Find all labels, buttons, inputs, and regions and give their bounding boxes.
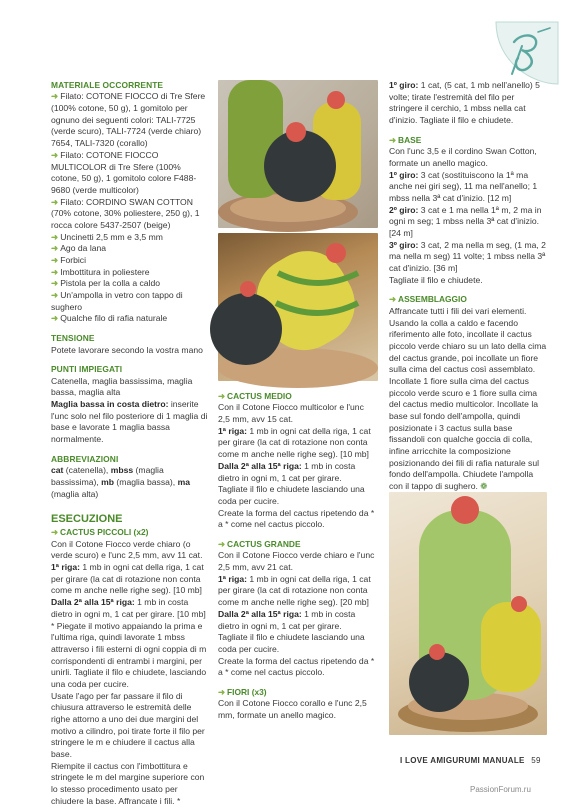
assembly-title: ➜ ASSEMBLAGGIO <box>389 294 467 305</box>
large-cactus-intro: Con il Cotone Fiocco verde chiaro e l'unc 2,5 mm, avv 21 cat. <box>218 550 375 573</box>
end-flower-icon: ❁ <box>480 481 488 492</box>
small-cactus-title: ➜ CACTUS PICCOLI (x2) <box>51 527 149 538</box>
tension-title: TENSIONE <box>51 333 95 344</box>
arrow-right-icon: ➜ <box>218 538 226 549</box>
base-round1: 1º giro: 3 cat (sostituiscono la 1ª ma anche nei giri seg), 11 ma nell'anello; 1 mbss nella 3ª cat d'inizio. [12 m] <box>389 169 538 203</box>
arrow-right-icon: ➜ <box>51 266 59 277</box>
arrow-right-icon: ➜ <box>389 294 397 305</box>
abbreviations-title: ABBREVIAZIONI <box>51 453 119 464</box>
small-cactus-intro: Con il Cotone Fiocco verde chiaro (o verde scuro) e l'unc 2,5 mm, avv 11 cat. <box>51 538 203 561</box>
arrow-right-icon: ➜ <box>51 91 59 102</box>
materials-item: ➜ Ago da lana <box>51 243 107 254</box>
abbreviations-text: cat (catenella), mbss (maglia bassissima), mb (maglia bassa), ma (maglia alta) <box>51 465 190 499</box>
column-left <box>51 80 208 808</box>
cactus-photo-top <box>218 80 378 228</box>
materials-item: ➜ Qualche filo di rafia naturale <box>51 313 168 324</box>
arrow-right-icon: ➜ <box>51 231 59 242</box>
flowers-round1: 1º giro: 1 cat, (5 cat, 1 mb nell'anello) 5 volte; tirate l'estremità del filo per stringere il cerchio, 1 mbss nella cat d'inizio. Tagliate il filo e chiudete. <box>389 80 540 126</box>
arrow-right-icon: ➜ <box>51 290 59 301</box>
arrow-right-icon: ➜ <box>51 527 59 538</box>
large-cactus-shape: Create la forma del cactus ripetendo da * a * come nel cactus piccolo. <box>218 655 375 678</box>
assembly-text: Affrancate tutti i fili dei vari elementi. Usando la colla a caldo e facendo riferimento alle foto, incollate il cactus piccolo verde chiaro su un lato della cima del cactus grande, poi incollate un fiore sulla cima del cactus così assemblato. Incollate 1 fiore sulla cima del cactus piccolo verde scuro e 1 fiore sulla cima del cactus medio multicolor. Incollate la base sul fondo dell'ampolla, quindi posizionate i 3 cactus sulla base fissandoli con qualche goccia di colla, infine arricchite la composizione posizionando dei fili di rafia naturale sul fondo dell'ampolla. Chiudete l'ampolla con il tappo di sughero. ❁ <box>389 305 547 492</box>
tension-text: Potete lavorare secondo la vostra mano <box>51 344 203 355</box>
large-cactus-cut: Tagliate il filo e chiudete lasciando una coda per cucire. <box>218 632 365 654</box>
arrow-right-icon: ➜ <box>51 313 59 324</box>
arrow-right-icon: ➜ <box>51 243 59 254</box>
medium-cactus-title: ➜ CACTUS MEDIO <box>218 391 292 401</box>
large-cactus-title: ➜ CACTUS GRANDE <box>218 538 301 549</box>
materials-title: MATERIALE OCCORRENTE <box>51 80 164 90</box>
flowers-intro: Con il Cotone Fiocco corallo e l'unc 2,5 mm, formate un anello magico. <box>218 698 367 721</box>
cactus-photo-jar <box>389 492 547 735</box>
base-end: Tagliate il filo e chiudete. <box>389 274 483 285</box>
flowers-title: ➜ FIORI (x3) <box>218 686 267 697</box>
materials-item: ➜ Filato: CORDINO SWAN COTTON (70% cotone, 30% poliestere, 250 g), 1 rocca colore 5437-2507 (beige) <box>51 196 200 230</box>
materials-item: ➜ Filato: COTONE FIOCCO MULTICOLOR di Tre Sfere (100% cotone, 50 g), 1 gomitolo colore F488-9680 (verde multicolor) <box>51 149 197 195</box>
large-cactus-row2: Dalla 2ª alla 15ª riga: 1 mb in costa dietro in ogni m, 1 cat per girare. <box>218 608 356 631</box>
watermark-text: PassionForum.ru <box>470 785 531 794</box>
materials-item: ➜ Pistola per la colla a caldo <box>51 278 161 289</box>
stitches-special: Maglia bassa in costa dietro: inserite l'unc solo nel filo posteriore di 1 maglia di base e lavorate 1 maglia bassa normalmente. <box>51 399 208 445</box>
execution-title: ESECUZIONE <box>51 513 123 526</box>
small-cactus-row1: 1ª riga: 1 mb in ogni cat della riga, 1 cat per girare (la cat di rotazione non conta come m anche nelle righe seg). [10 mb] <box>51 562 204 596</box>
medium-cactus-shape: Create la forma del cactus ripetendo da * a * come nel cactus piccolo. <box>218 507 375 530</box>
arrow-right-icon: ➜ <box>51 149 59 160</box>
page-footer <box>400 756 550 767</box>
cactus-photo-middle <box>218 233 378 381</box>
arrow-right-icon: ➜ <box>389 134 397 145</box>
stitches-text: Catenella, maglia bassissima, maglia bassa, maglia alta <box>51 375 193 398</box>
arrow-right-icon: ➜ <box>218 391 226 401</box>
page-number: 59 <box>531 756 541 765</box>
medium-cactus-cut: Tagliate il filo e chiudete lasciando una coda per cucire. <box>218 484 365 506</box>
base-round2: 2º giro: 3 cat e 1 ma nella 1ª m, 2 ma in ogni m seg; 1 mbss nella 3ª cat d'inizio. [24 m] <box>389 204 542 238</box>
materials-item: ➜ Filato: COTONE FIOCCO di Tre Sfere (100% cotone, 50 g), 1 gomitolo per ognuno dei seguenti colori: TALI-7725 (verde scuro), TALI-7724 (verde chiaro) 7654, TALI-7320 (corallo) <box>51 91 206 149</box>
medium-cactus-row1: 1ª riga: 1 mb in ogni cat della riga, 1 cat per girare (la cat di rotazione non conta come m anche nelle righe seg). [10 mb] <box>218 425 371 460</box>
small-cactus-close: Usate l'ago per far passare il filo di chiusura attraverso le estremità delle righe attorno a uno dei due margini del motivo a cilindro, poi tirate forte il filo per stringere le m e chiudere il cactus alla base. <box>51 690 205 760</box>
arrow-right-icon: ➜ <box>51 278 59 289</box>
arrow-right-icon: ➜ <box>51 196 59 207</box>
large-cactus-row1: 1ª riga: 1 mb in ogni cat della riga, 1 cat per girare (la cat di rotazione non conta come m anche nelle righe seg). [20 mb] <box>218 573 371 608</box>
materials-item: ➜ Uncinetti 2,5 mm e 3,5 mm <box>51 231 163 242</box>
materials-item: ➜ Imbottitura in poliestere <box>51 266 150 277</box>
magazine-logo-icon <box>492 22 558 84</box>
medium-cactus-intro: Con il Cotone Fiocco multicolor e l'unc 2,5 mm, avv 15 cat. <box>218 402 364 425</box>
small-cactus-fill: Riempite il cactus con l'imbottitura e stringete le m del margine superiore con lo stesso procedimento usato per chiudere la base. Affrancate i fili. * <box>51 760 205 806</box>
small-cactus-fold: * Piegate il motivo appaiando la prima e l'ultima riga, quindi lavorate 1 mbss attraverso i fili esterni di ogni coppia di m corrispondenti di entrambi i margini, per unirli. Tagliate il filo e chiudete, lasciando una coda per cucire. <box>51 620 207 689</box>
column-middle <box>218 386 378 722</box>
arrow-right-icon: ➜ <box>51 255 59 266</box>
materials-item: ➜ Forbici <box>51 255 86 266</box>
column-right <box>389 80 547 493</box>
arrow-right-icon: ➜ <box>218 686 226 697</box>
base-title: ➜ BASE <box>389 134 422 145</box>
small-cactus-row2: Dalla 2ª alla 15ª riga: 1 mb in costa dietro in ogni m, 1 cat per girare. [10 mb] <box>51 597 206 619</box>
stitches-title: PUNTI IMPIEGATI <box>51 364 123 375</box>
magazine-name: I LOVE AMIGURUMI MANUALE <box>400 756 525 765</box>
materials-list <box>51 91 208 325</box>
base-intro: Con l'unc 3,5 e il cordino Swan Cotton, formate un anello magico. <box>389 146 537 168</box>
base-round3: 3º giro: 3 cat, 2 ma nella m seg, (1 ma, 2 ma nella m seg) 11 volte; 1 mbss nella 3ª cat d'inizio. [36 m] <box>389 239 546 274</box>
medium-cactus-row2: Dalla 2ª alla 15ª riga: 1 mb in costa dietro in ogni m, 1 cat per girare. <box>218 460 356 483</box>
materials-item: ➜ Un'ampolla in vetro con tappo di sughero <box>51 290 183 312</box>
